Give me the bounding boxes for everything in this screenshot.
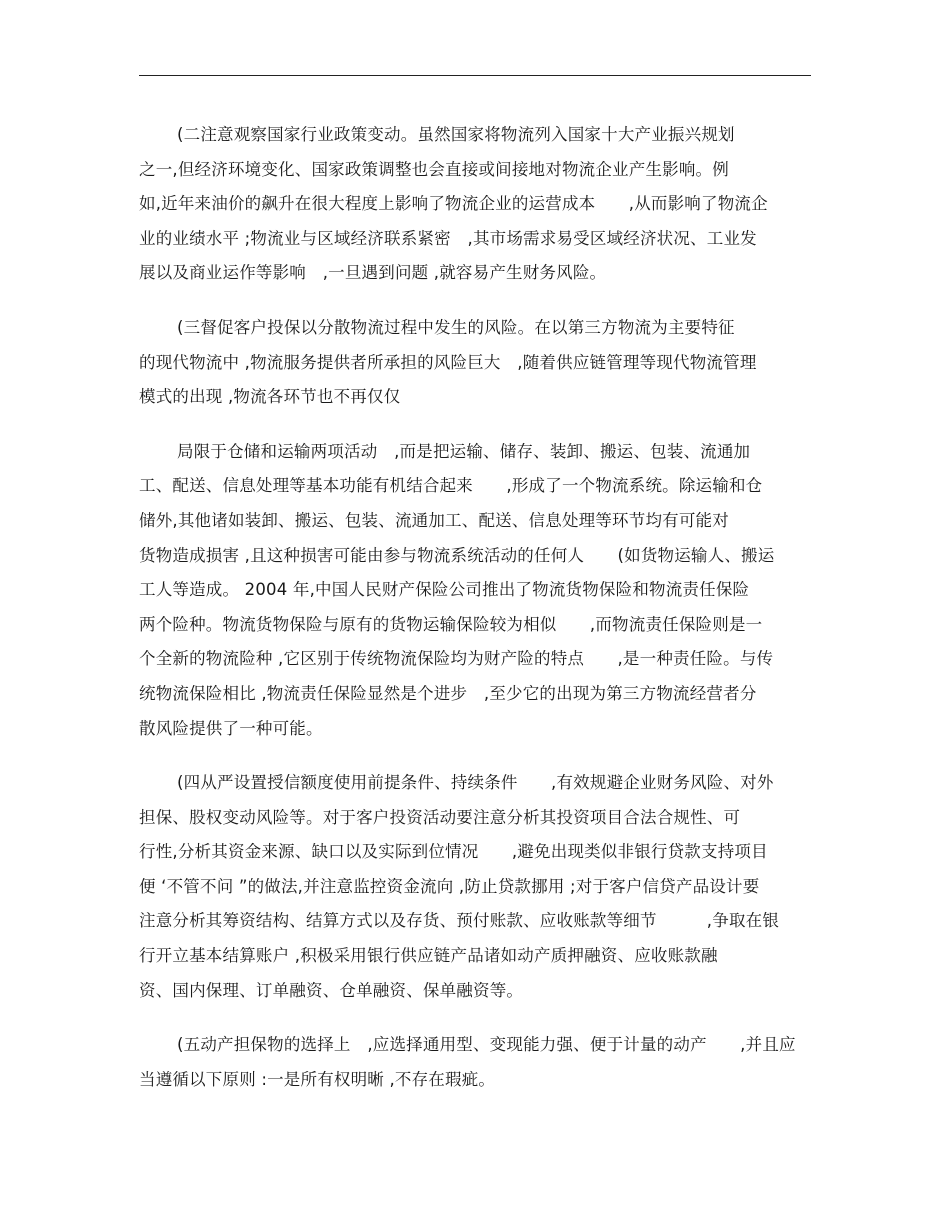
text-line: 散风险提供了一种可能。 [139,718,323,738]
text-line: 货物造成损害 ,且这种损害可能由参与物流系统活动的任何人 (如货物运输人、搬运 [139,545,775,565]
text-line: 两个险种。物流货物保险与原有的货物运输保险较为相似 ,而物流责任保险则是一 [139,614,763,634]
text-line: 行性,分析其资金来源、缺口以及实际到位情况 ,避免出现类似非银行贷款支持项目 [139,842,768,862]
text-line: 便 ‘不管不问 ”的做法,并注意监控资金流向 ,防止贷款挪用 ;对于客户信贷产品设计要 [139,876,760,896]
paragraph-policy-changes [139,118,811,291]
text-line: (三督促客户投保以分散物流过程中发生的风险。在以第三方物流为主要特征 [177,317,735,337]
text-line: 局限于仓储和运输两项活动 ,而是把运输、储存、装卸、搬运、包装、流通加 [177,441,751,461]
text-line: 展以及商业运作等影响 ,一旦遇到问题 ,就容易产生财务风险。 [139,263,607,283]
paragraph-collateral [139,1028,811,1097]
paragraph-credit-conditions [139,766,811,1008]
text-line: 业的业绩水平 ;物流业与区域经济联系紧密 ,其市场需求易受区域经济状况、工业发 [139,228,757,248]
text-line: 当遵循以下原则 :一是所有权明晰 ,不存在瑕疵。 [139,1069,496,1089]
text-line: 如,近年来油价的飙升在很大程度上影响了物流企业的运营成本 ,从而影响了物流企 [139,194,768,214]
text-line: 行开立基本结算账户 ,积极采用银行供应链产品诸如动产质押融资、应收账款融 [139,946,718,966]
text-line: 的现代物流中 ,物流服务提供者所承担的风险巨大 ,随着供应链管理等现代物流管理 [139,352,757,372]
text-line: (二注意观察国家行业政策变动。虽然国家将物流列入国家十大产业振兴规划 [177,125,735,144]
text-line: 资、国内保理、订单融资、仓单融资、保单融资等。 [139,980,524,1000]
text-line: 工人等造成。 2004 年,中国人民财产保险公司推出了物流货物保险和物流责任保险 [139,580,750,600]
text-line: 储外,其他诸如装卸、搬运、包装、流通加工、配送、信息处理等环节均有可能对 [139,510,729,530]
text-line: 工、配送、信息处理等基本功能有机结合起来 ,形成了一个物流系统。除运输和仓 [139,476,763,496]
document-body [139,118,811,1117]
text-line: 统物流保险相比 ,物流责任保险显然是个进步 ,至少它的出现为第三方物流经营者分 [139,683,757,703]
paragraph-insurance [139,311,811,415]
text-line: 注意分析其筹资结构、结算方式以及存货、预付账款、应收账款等细节 ,争取在银 [139,911,780,931]
header-rule [139,75,811,76]
paragraph-logistics-system [139,435,811,746]
text-line: 担保、股权变动风险等。对于客户投资活动要注意分析其投资项目合法合规性、可 [139,807,741,827]
text-line: (四从严设置授信额度使用前提条件、持续条件 ,有效规避企业财务风险、对外 [177,773,774,793]
text-line: (五动产担保物的选择上 ,应选择通用型、变现能力强、便于计量的动产 ,并且应 [177,1035,796,1055]
text-line: 之一,但经济环境变化、国家政策调整也会直接或间接地对物流企业产生影响。例 [139,159,729,179]
text-line: 个全新的物流险种 ,它区别于传统物流保险均为财产险的特点 ,是一种责任险。与传 [139,649,774,669]
text-line: 模式的出现 ,物流各环节也不再仅仅 [139,387,401,407]
